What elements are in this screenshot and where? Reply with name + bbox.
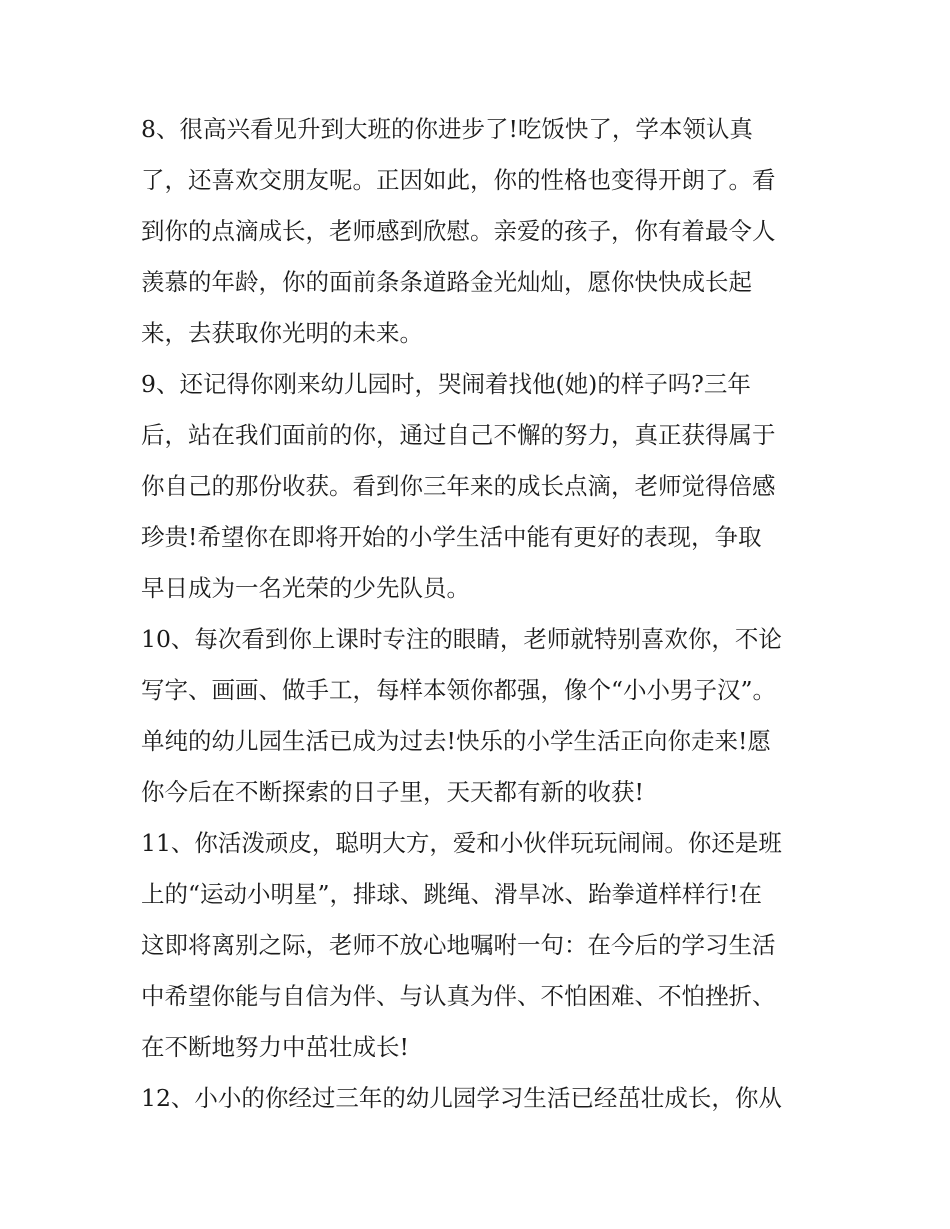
text-line: 12、小小的你经过三年的幼儿园学习生活已经茁壮成长，你从 bbox=[141, 1084, 782, 1112]
text-line: 在不断地努力中茁壮成长! bbox=[141, 1033, 409, 1061]
paragraph-9 bbox=[141, 359, 813, 614]
text-line: 羡慕的年龄，你的面前条条道路金光灿灿，愿你快快成长起 bbox=[141, 268, 752, 296]
paragraph-8 bbox=[141, 104, 813, 359]
text-line: 10、每次看到你上课时专注的眼睛，老师就特别喜欢你，不论 bbox=[141, 625, 782, 653]
text-line: 你今后在不断探索的日子里，天天都有新的收获! bbox=[141, 778, 644, 806]
text-line: 11、你活泼顽皮，聪明大方，爱和小伙伴玩玩闹闹。你还是班 bbox=[141, 829, 782, 857]
text-line: 单纯的幼儿园生活已成为过去!快乐的小学生活正向你走来!愿 bbox=[141, 727, 771, 755]
paragraph-12 bbox=[141, 1073, 813, 1124]
text-line: 上的“运动小明星”，排球、跳绳、滑旱冰、跆拳道样样行!在 bbox=[141, 880, 762, 908]
text-line: 8、很高兴看见升到大班的你进步了!吃饭快了，学本领认真 bbox=[141, 115, 753, 143]
text-line: 中希望你能与自信为伴、与认真为伴、不怕困难、不怕挫折、 bbox=[141, 982, 776, 1010]
text-line: 你自己的那份收获。看到你三年来的成长点滴，老师觉得倍感 bbox=[141, 472, 776, 500]
document-body bbox=[141, 104, 813, 1124]
paragraph-10 bbox=[141, 614, 813, 818]
text-line: 了，还喜欢交朋友呢。正因如此，你的性格也变得开朗了。看 bbox=[141, 166, 776, 194]
text-line: 早日成为一名光荣的少先队员。 bbox=[141, 574, 470, 602]
text-line: 到你的点滴成长，老师感到欣慰。亲爱的孩子，你有着最令人 bbox=[141, 217, 776, 245]
text-line: 后，站在我们面前的你，通过自己不懈的努力，真正获得属于 bbox=[141, 421, 776, 449]
text-line: 这即将离别之际，老师不放心地嘱咐一句：在今后的学习生活 bbox=[141, 931, 776, 959]
text-line: 9、还记得你刚来幼儿园时，哭闹着找他(她)的样子吗?三年 bbox=[141, 370, 751, 398]
text-line: 写字、画画、做手工，每样本领你都强，像个“小小男子汉”。 bbox=[141, 676, 777, 704]
paragraph-11 bbox=[141, 818, 813, 1073]
text-line: 珍贵!希望你在即将开始的小学生活中能有更好的表现，争取 bbox=[141, 523, 762, 551]
text-line: 来，去获取你光明的未来。 bbox=[141, 319, 423, 347]
